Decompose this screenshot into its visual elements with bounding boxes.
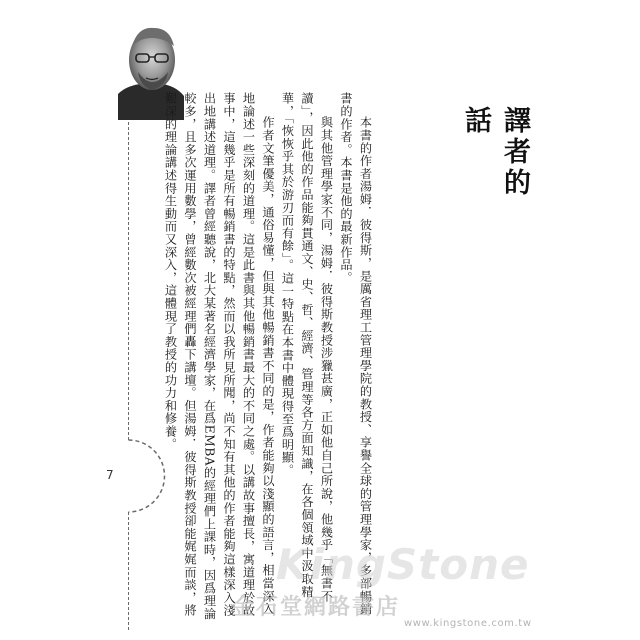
paragraph-3: 作者文筆優美，通俗易懂，但與其他暢銷書不同的是，作者能夠以淺顯的語言，相當深入地論述一些深刻的道理。這是此書與其他暢銷書最大的不同之處。以講故事擅長，寓道理於故事中，這幾乎是所有暢銷書的特點，然而以我所見所聞，尚不知有其他的作者能夠這樣深入淺出地講述道理。譯者曾經聽說，北大某著名經濟學家，在爲EMBA的經理們上課時，因爲理論較多，且多次運用數學，曾經數次被經理們轟下講壇。但湯姆．彼得斯教授卻能娓娓而談，將艱深的理論講述得生動而又深入，這體現了教授的功力和修養。 [163, 92, 275, 620]
section-heading: 譯者的話 [460, 106, 530, 199]
page-number: 7 [106, 468, 114, 482]
dashed-rule-top [128, 122, 129, 440]
paragraph-1: 本書的作者湯姆．彼得斯，是厲省理工管理學院的教授、享譽全球的管理學家，多部暢銷書的作者。本書是他的最新作品。 [339, 92, 373, 616]
paragraph-2: 與其他管理學家不同，湯姆．彼得斯教授涉獵甚廣，正如他自己所說，他幾乎「無書不讀」，因此他的作品能夠貫通文、史、哲、經濟、管理等各方面知識，在各個領域中汲取精華，「恢恢乎其於游刃而有餘」。這一特點在本書中體現得至爲明顯。 [280, 92, 334, 603]
page-notch-circle [88, 436, 168, 516]
watermark-url: www.kingstone.com.tw [404, 618, 532, 629]
watermark-brand-cn: 金石堂網路書店 [232, 594, 401, 620]
dashed-rule-bottom [128, 512, 129, 630]
watermark-brand-en: KingStone [276, 540, 530, 589]
